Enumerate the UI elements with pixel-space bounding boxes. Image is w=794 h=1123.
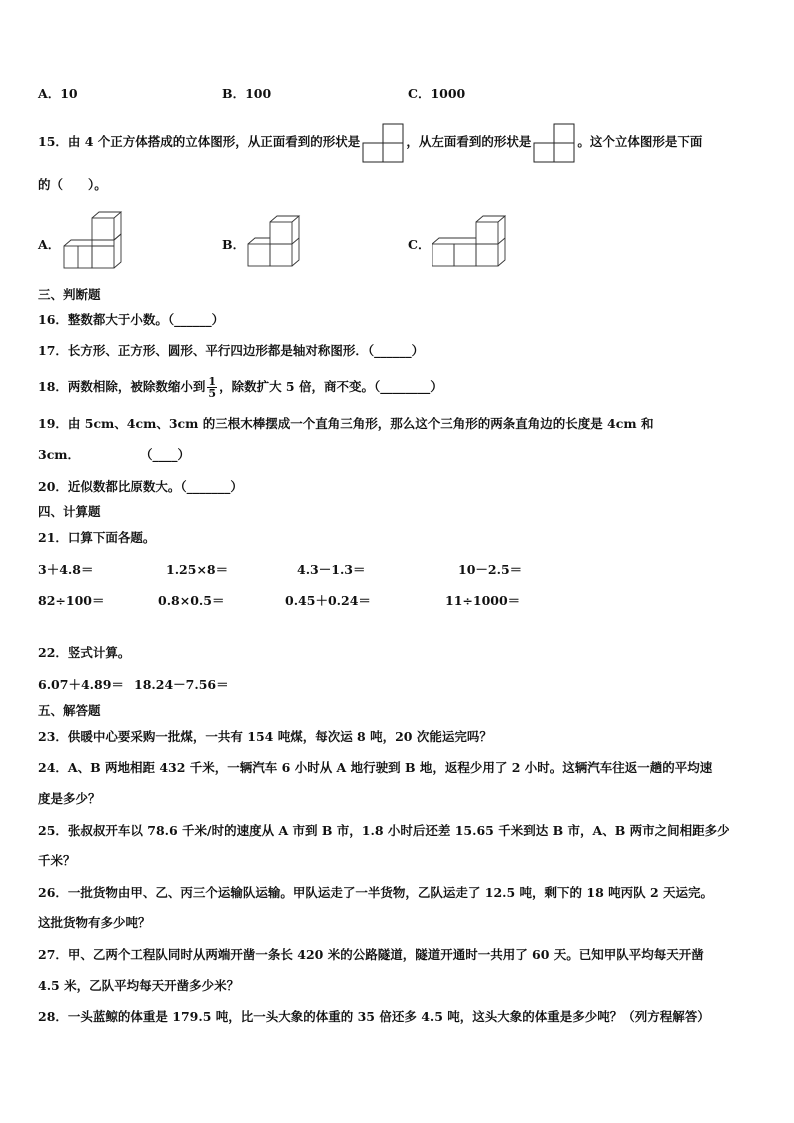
q24-line2: 度是多少？ bbox=[38, 791, 101, 806]
q15-option-b-cubes bbox=[244, 212, 304, 270]
q25-line2: 千米？ bbox=[38, 853, 76, 868]
q14-option-a: A．10 bbox=[38, 86, 78, 101]
q15-line2: 的（ ）。 bbox=[38, 177, 107, 192]
q23: 23．供暖中心要采购一批煤，一共有 154 吨煤，每次运 8 吨，20 次能运完吗？ bbox=[38, 729, 492, 744]
q14-option-b: B．100 bbox=[222, 86, 272, 101]
q19-line2-b: （____） bbox=[140, 447, 191, 462]
q15-text-part3: 。这个立体图形是下面 bbox=[577, 134, 703, 149]
q18-fraction bbox=[207, 376, 217, 399]
q19-line2-a: 3cm． bbox=[38, 447, 81, 462]
q26-line2: 这批货物有多少吨？ bbox=[38, 915, 151, 930]
q22-item-1: 6.07＋4.89＝ bbox=[38, 677, 124, 692]
q14-option-c: C．1000 bbox=[408, 86, 466, 101]
q27-line2: 4.5 米，乙队平均每天开凿多少米？ bbox=[38, 978, 240, 993]
left-view-figure bbox=[533, 123, 575, 163]
q21-r1-c2: 1.25×8＝ bbox=[166, 562, 229, 577]
q15-option-c-cubes bbox=[432, 212, 506, 270]
q21-r2-c2: 0.8×0.5＝ bbox=[158, 593, 225, 608]
q17: 17．长方形、正方形、圆形、平行四边形都是轴对称图形．（______） bbox=[38, 343, 425, 358]
q16: 16．整数都大于小数。（______） bbox=[38, 312, 225, 327]
q15-option-a-label: A． bbox=[38, 237, 61, 252]
q18-pre: 18．两数相除，被除数缩小到 bbox=[38, 379, 206, 394]
q21-r2-c3: 0.45＋0.24＝ bbox=[285, 593, 371, 608]
q15-option-c-label: C． bbox=[408, 237, 431, 252]
q26-line1: 26．一批货物由甲、乙、丙三个运输队运输。甲队运走了一半货物，乙队运走了 12.5 吨，剩下的 18 吨丙队 2 天运完。 bbox=[38, 885, 714, 900]
section-5-title: 五、解答题 bbox=[38, 703, 101, 718]
q15-text-part1: 15．由 4 个正方体搭成的立体图形，从正面看到的形状是 bbox=[38, 134, 361, 149]
q21-r2-c1: 82÷100＝ bbox=[38, 593, 105, 608]
q15-text-part2: ，从左面看到的形状是 bbox=[406, 134, 532, 149]
q21-r1-c1: 3＋4.8＝ bbox=[38, 562, 94, 577]
front-view-figure bbox=[362, 123, 404, 163]
q15-option-b-label: B． bbox=[222, 237, 246, 252]
q18-fraction-numerator: 1 bbox=[208, 375, 217, 388]
section-3-title: 三、判断题 bbox=[38, 287, 101, 302]
q22-item-2: 18.24－7.56＝ bbox=[134, 677, 229, 692]
q19-line1: 19．由 5cm、4cm、3cm 的三根木棒摆成一个直角三角形，那么这个三角形的两条直角边的长度是 4cm 和 bbox=[38, 416, 654, 431]
q15-line1 bbox=[38, 122, 702, 163]
q20: 20．近似数都比原数大。（_______） bbox=[38, 479, 243, 494]
q21-r1-c4: 10－2.5＝ bbox=[458, 562, 523, 577]
q21-r1-c3: 4.3－1.3＝ bbox=[297, 562, 366, 577]
q28: 28．一头蓝鲸的体重是 179.5 吨，比一头大象的体重的 35 倍还多 4.5 吨，这头大象的体重是多少吨？（列方程解答） bbox=[38, 1009, 710, 1024]
q21-r2-c4: 11÷1000＝ bbox=[445, 593, 521, 608]
q15-option-a-cubes bbox=[60, 208, 126, 272]
q25-line1: 25．张叔叔开车以 78.6 千米/时的速度从 A 市到 B 市，1.8 小时后还差 15.65 千米到达 B 市，A、B 两市之间相距多少 bbox=[38, 823, 730, 838]
q18 bbox=[38, 372, 443, 402]
q18-post: ，除数扩大 5 倍，商不变。（________） bbox=[219, 379, 443, 394]
q27-line1: 27．甲、乙两个工程队同时从两端开凿一条长 420 米的公路隧道，隧道开通时一共用了 60 天。已知甲队平均每天开凿 bbox=[38, 947, 704, 962]
q18-fraction-denominator: 5 bbox=[208, 387, 217, 400]
q21-title: 21．口算下面各题。 bbox=[38, 530, 156, 545]
q22-title: 22．竖式计算。 bbox=[38, 645, 131, 660]
q24-line1: 24．A、B 两地相距 432 千米，一辆汽车 6 小时从 A 地行驶到 B 地，返程少用了 2 小时。这辆汽车往返一趟的平均速 bbox=[38, 760, 713, 775]
section-4-title: 四、计算题 bbox=[38, 504, 101, 519]
